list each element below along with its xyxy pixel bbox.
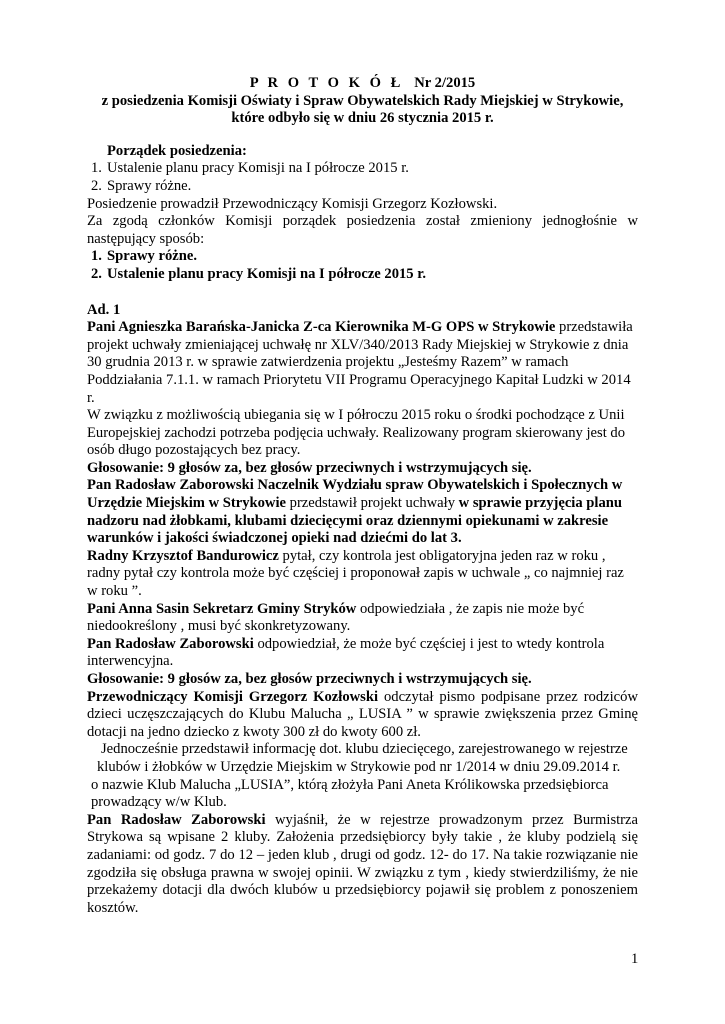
paragraph-ops-proposal: [87, 319, 638, 407]
new-agenda-item-text: Ustalenie planu pracy Komisji na I półrocze 2015 r.: [107, 265, 427, 282]
new-agenda-item: [87, 248, 638, 266]
speaker-name: Pan Radosław Zaborowski: [87, 811, 266, 828]
paragraph-text: przedstawiła projekt uchwały zmieniającej uchwałę nr XLV/340/2013 Rady Miejskiej w Strykowie z dnia 30 grudnia 2013 r. w sprawie zatwierdzenia projektu „Jesteśmy Razem” w ramach Poddziałania 7.1.1. w ramach Priorytetu VII Programu Operacyjnego Kapitał Ludzki w 2014 r.: [87, 319, 633, 406]
paragraph-text: odpowiedział, że może być częściej i jest to wtedy kontrola interwencyjna.: [87, 635, 605, 670]
title-word: P R O T O K Ó Ł: [249, 75, 404, 91]
speaker-name: Pan Radosław Zaborowski: [87, 635, 254, 652]
paragraph-zaborowski-answer: [87, 636, 638, 671]
new-agenda-list: [87, 248, 638, 283]
document-content: [87, 75, 638, 917]
agenda-item-number: 2.: [91, 177, 102, 194]
document-title: [87, 75, 638, 93]
new-agenda-item-text: Sprawy różne.: [107, 248, 197, 265]
paragraph-sasin-answer: [87, 601, 638, 636]
resolution-title: w sprawie przyjęcia planu nadzoru nad żłobkami, klubami dziecięcymi oraz dziennymi opiekunami w zakresie warunków i jakości świadczonej opieki nad dziećmi do lat 3.: [87, 495, 623, 547]
speaker-name: Pani Agnieszka Barańska-Janicka Z-ca Kierownika M-G OPS w Strykowie: [87, 319, 556, 336]
new-agenda-item: [87, 266, 638, 284]
paragraph-text: pytał, czy kontrola jest obligatoryjna jeden raz w roku , radny pytał czy kontrola może być częściej i proponował zapis w uchwale „ co najmniej raz w roku ”.: [87, 547, 624, 600]
section-heading-ad1: Ad. 1: [87, 301, 121, 318]
agenda-item-text: Ustalenie planu pracy Komisji na I półrocze 2015 r.: [107, 160, 409, 177]
agenda-item-text: Sprawy różne.: [107, 177, 192, 194]
paragraph-text: przedstawił projekt uchwały: [286, 495, 459, 512]
paragraph-text: odczytał pismo podpisane przez rodziców dzieci uczęszczających do Klubu Malucha „ LUSIA ” w sprawie zwiększenia przez Gminę dotacji na jedno dziecko z kwoty 300 zł do kwoty 600 zł.: [87, 688, 638, 740]
speaker-name: Pani Anna Sasin Sekretarz Gminy Stryków: [87, 600, 357, 617]
title-number: Nr 2/2015: [414, 75, 476, 91]
chair-statement: Posiedzenie prowadził Przewodniczący Komisji Grzegorz Kozłowski.: [87, 195, 498, 212]
new-agenda-item-number: 2.: [91, 265, 102, 282]
speaker-name: Przewodniczący Komisji Grzegorz Kozłowski: [87, 688, 379, 705]
page-number: 1: [631, 951, 639, 967]
agenda-change-note: Za zgodą członków Komisji porządek posiedzenia został zmieniony jednogłośnie w następujący sposób:: [87, 213, 638, 247]
subtitle-line-1: z posiedzenia Komisji Oświaty i Spraw Obywatelskich Rady Miejskiej w Strykowie,: [101, 92, 624, 109]
agenda-item: [87, 160, 638, 178]
paragraph-club-info-line-1: Jednocześnie przedstawił informację dot. klubu dziecięcego, zarejestrowanego w rejestrze: [101, 741, 628, 758]
paragraph-text: odpowiedziała , że zapis nie może być niedookreślony , musi być skonkretyzowany.: [87, 600, 585, 635]
paragraph-text: wyjaśnił, że w rejestrze prowadzonym przez Burmistrza Strykowa są wpisane 2 kluby. Założenia przedsiębiorcy były takie , że kluby podzielą się zadaniami: od godz. 7 do 12 – jeden klub , drugi od godz. 12- do 17. Na takie rozwiązanie nie zgodziła się obsługa prawna w swojej opinii. W związku z tym , kiedy stwierdziliśmy, że nie przekażemy dotacji dla dwóch klubów u przedsiębiorcy pojawił się problem z ponoszeniem kosztów.: [87, 811, 638, 916]
paragraph-parents-letter: [87, 689, 638, 742]
agenda-item-number: 1.: [91, 160, 102, 177]
agenda-list: [87, 160, 638, 195]
speaker-name: Pan Radosław Zaborowski Naczelnik Wydziału spraw Obywatelskich i Społecznych w Urzędzie Miejskim w Strykowie: [87, 477, 623, 512]
paragraph-club-info-line-2: klubów i żłobków w Urzędzie Miejskim w Strykowie pod nr 1/2014 w dniu 29.09.2014 r.: [97, 758, 621, 775]
paragraph-nursery-plan: [87, 477, 638, 547]
subtitle-line-2: które odbyło się w dniu 26 stycznia 2015 r.: [231, 110, 494, 127]
agenda-heading: Porządek posiedzenia:: [107, 142, 247, 159]
speaker-name: Radny Krzysztof Bandurowicz: [87, 547, 279, 564]
paragraph-bandurowicz-question: [87, 548, 638, 601]
paragraph-eu-funds: W związku z możliwością ubiegania się w I półroczu 2015 roku o środki pochodzące z Unii Europejskiej zachodzi potrzeba podjęcia uchwały. Realizowany program skierowany jest do osób długo pozostających bez pracy.: [87, 407, 626, 459]
new-agenda-item-number: 1.: [91, 248, 102, 265]
paragraph-club-info-line-3: o nazwie Klub Malucha „LUSIA”, którą złożyła Pani Aneta Królikowska przedsiębiorca prowadzący w/w Klub.: [91, 776, 609, 811]
agenda-item: [87, 178, 638, 196]
paragraph-zaborowski-explanation: [87, 812, 638, 918]
vote-result: Głosowanie: 9 głosów za, bez głosów przeciwnych i wstrzymujących się.: [87, 459, 532, 476]
vote-result: Głosowanie: 9 głosów za, bez głosów przeciwnych i wstrzymujących się.: [87, 671, 532, 687]
